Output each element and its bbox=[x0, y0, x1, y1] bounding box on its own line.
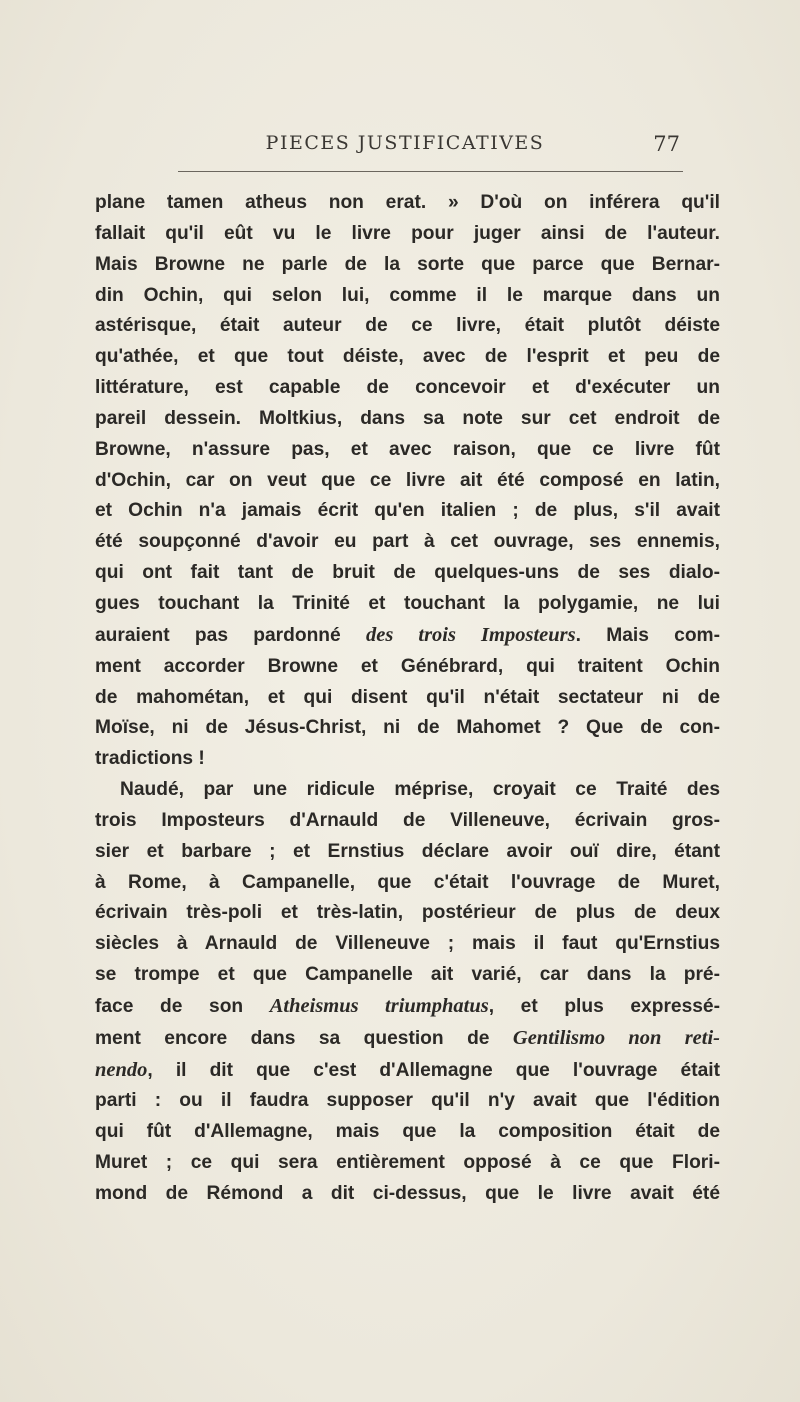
text-line bbox=[95, 1148, 720, 1179]
page-number: 77 bbox=[653, 132, 680, 156]
text-line bbox=[95, 713, 720, 744]
text-run: ment encore dans sa question de bbox=[95, 1027, 513, 1049]
text-run: Browne, n'assure pas, et avec raison, que ce livre fût bbox=[95, 438, 720, 460]
text-line bbox=[95, 620, 720, 652]
text-run: qui ont fait tant de bruit de quelques-uns de ses dialo- bbox=[95, 562, 720, 584]
text-run: ment accorder Browne et Génébrard, qui traitent Ochin bbox=[95, 655, 720, 677]
text-line bbox=[95, 898, 720, 929]
text-run: , et plus expressé- bbox=[488, 995, 720, 1017]
text-line bbox=[95, 1117, 720, 1148]
text-run: Naudé, par une ridicule méprise, croyait ce Traité des bbox=[120, 779, 720, 801]
text-run: gues touchant la Trinité et touchant la polygamie, ne lui bbox=[95, 592, 720, 614]
text-line bbox=[95, 219, 720, 250]
text-run: écrivain très-poli et très-latin, postérieur de plus de deux bbox=[95, 902, 720, 924]
text-run: de mahométan, et qui disent qu'il n'était sectateur ni de bbox=[95, 686, 720, 708]
text-line bbox=[95, 188, 720, 219]
text-line bbox=[95, 404, 720, 435]
text-line bbox=[95, 466, 720, 497]
text-line bbox=[95, 744, 720, 775]
text-run: se trompe et que Campanelle ait varié, car dans la pré- bbox=[95, 964, 720, 986]
text-run: d'Ochin, car on veut que ce livre ait été composé en latin, bbox=[95, 469, 720, 491]
text-line bbox=[95, 1086, 720, 1117]
italic-title-text: nendo bbox=[95, 1058, 148, 1081]
text-run: siècles à Arnauld de Villeneuve ; mais il faut qu'Ernstius bbox=[95, 933, 720, 955]
text-run: sier et barbare ; et Ernstius déclare avoir ouï dire, étant bbox=[95, 840, 720, 862]
paragraph bbox=[95, 188, 720, 775]
body-text bbox=[95, 188, 720, 1210]
text-line bbox=[95, 281, 720, 312]
text-line bbox=[95, 250, 720, 281]
text-line bbox=[95, 775, 720, 806]
italic-title-text: Gentilismo non reti- bbox=[512, 1026, 720, 1049]
text-run: et Ochin n'a jamais écrit qu'en italien ; de plus, s'il avait bbox=[95, 500, 720, 522]
text-line bbox=[95, 373, 720, 404]
text-line bbox=[95, 342, 720, 373]
text-run: qu'athée, et que tout déiste, avec de l'esprit et peu de bbox=[95, 346, 720, 368]
text-line bbox=[95, 311, 720, 342]
text-run: été soupçonné d'avoir eu part à cet ouvrage, ses ennemis, bbox=[95, 531, 720, 553]
text-run: plane tamen atheus non erat. » D'où on inférera qu'il bbox=[95, 192, 720, 213]
text-run: Muret ; ce qui sera entièrement opposé à ce que Flori- bbox=[95, 1152, 720, 1174]
italic-title-text: Atheismus triumphatus bbox=[269, 994, 489, 1017]
text-run: à Rome, à Campanelle, que c'était l'ouvrage de Muret, bbox=[95, 871, 720, 893]
text-run: pareil dessein. Moltkius, dans sa note sur cet endroit de bbox=[95, 407, 720, 429]
text-run: face de son bbox=[95, 995, 270, 1017]
text-line bbox=[95, 960, 720, 991]
text-run: Mais Browne ne parle de la sorte que parce que Bernar- bbox=[95, 253, 720, 275]
text-line bbox=[95, 1023, 720, 1055]
running-title: PIECES JUSTIFICATIVES bbox=[265, 132, 545, 154]
text-line bbox=[95, 991, 720, 1023]
paragraph bbox=[95, 775, 720, 1210]
text-run: . Mais com- bbox=[575, 624, 721, 646]
text-line bbox=[95, 496, 720, 527]
text-line bbox=[95, 683, 720, 714]
text-run: littérature, est capable de concevoir et d'exécuter un bbox=[95, 377, 720, 399]
text-run: trois Imposteurs d'Arnauld de Villeneuve, écrivain gros- bbox=[95, 809, 720, 831]
text-run: astérisque, était auteur de ce livre, était plutôt déiste bbox=[95, 315, 720, 337]
running-head bbox=[180, 132, 680, 162]
header-rule bbox=[178, 171, 683, 172]
text-run: parti : ou il faudra supposer qu'il n'y avait que l'édition bbox=[95, 1090, 720, 1112]
text-run: Moïse, ni de Jésus-Christ, ni de Mahomet ? Que de con- bbox=[95, 717, 720, 739]
text-run: qui fût d'Allemagne, mais que la composition était de bbox=[95, 1121, 720, 1143]
text-line bbox=[95, 868, 720, 899]
text-run: tradictions ! bbox=[95, 748, 205, 770]
text-line bbox=[95, 589, 720, 620]
text-run: mond de Rémond a dit ci-dessus, que le livre avait été bbox=[95, 1183, 720, 1204]
text-line bbox=[95, 1179, 720, 1210]
text-line bbox=[95, 435, 720, 466]
text-run: , il dit que c'est d'Allemagne que l'ouvrage était bbox=[147, 1059, 720, 1081]
text-line bbox=[95, 929, 720, 960]
text-line bbox=[95, 1055, 720, 1087]
text-run: auraient pas pardonné bbox=[95, 624, 366, 646]
text-run: fallait qu'il eût vu le livre pour juger ainsi de l'auteur. bbox=[95, 222, 720, 244]
text-line bbox=[95, 558, 720, 589]
text-line bbox=[95, 652, 720, 683]
italic-title-text: des trois Imposteurs bbox=[365, 623, 576, 646]
text-run: din Ochin, qui selon lui, comme il le marque dans un bbox=[95, 284, 720, 306]
text-line bbox=[95, 527, 720, 558]
text-line bbox=[95, 837, 720, 868]
text-line bbox=[95, 806, 720, 837]
